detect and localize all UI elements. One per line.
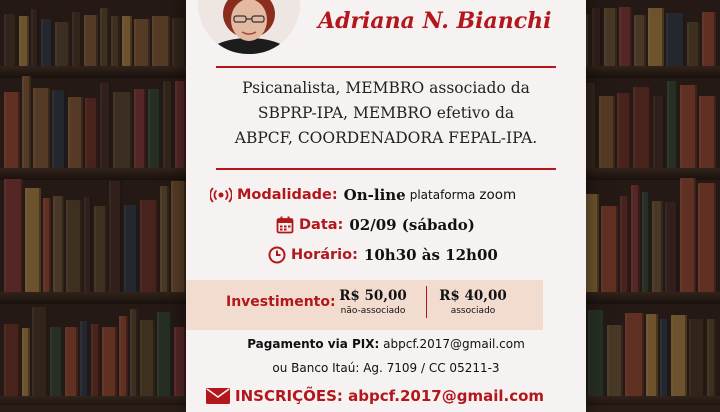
zoom-logo: zoom xyxy=(479,187,517,203)
speaker-photo xyxy=(198,0,300,54)
price-note: associado xyxy=(450,306,496,316)
data-label: Data: xyxy=(299,217,344,233)
modalidade-platform: plataforma xyxy=(409,188,476,202)
pix-label: Pagamento via PIX: xyxy=(247,337,380,351)
inscricoes-text: INSCRIÇÕES: abpcf.2017@gmail.com xyxy=(235,387,545,405)
envelope-icon xyxy=(206,388,230,404)
price-associado xyxy=(438,288,508,316)
bookshelf-left xyxy=(0,0,190,405)
bio-line: ABPCF, COORDENADORA FEPAL-IPA. xyxy=(234,129,538,147)
horario-label: Horário: xyxy=(291,247,358,263)
price-note: não-associado xyxy=(340,306,406,316)
speaker-name: Adriana N. Bianchi xyxy=(318,8,552,34)
bio-line: SBPRP-IPA, MEMBRO efetivo da xyxy=(257,104,515,122)
divider-bottom xyxy=(216,168,556,170)
pix-line xyxy=(186,337,586,351)
price-nao-associado xyxy=(338,288,408,316)
calendar-icon xyxy=(276,216,294,234)
modalidade-row xyxy=(210,186,516,204)
modalidade-value: On-line xyxy=(343,186,406,204)
price-amount: R$ 40,00 xyxy=(439,288,507,304)
clock-icon xyxy=(268,246,286,264)
bank-line: ou Banco Itaú: Ag. 7109 / CC 05211-3 xyxy=(272,361,500,375)
price-amount: R$ 50,00 xyxy=(339,288,407,304)
divider-top xyxy=(216,66,556,68)
horario-value: 10h30 às 12h00 xyxy=(363,246,498,264)
horario-row xyxy=(268,246,498,264)
speaker-bio xyxy=(206,76,566,151)
investimento-box xyxy=(186,280,543,330)
inscricoes-line[interactable] xyxy=(206,387,544,405)
event-flyer-card xyxy=(186,0,586,412)
investimento-label: Investimento: xyxy=(226,294,336,310)
data-value: 02/09 (sábado) xyxy=(349,216,475,234)
broadcast-icon xyxy=(210,187,232,203)
price-divider xyxy=(426,286,427,318)
data-row xyxy=(276,216,475,234)
modalidade-label: Modalidade: xyxy=(237,187,338,203)
bio-line: Psicanalista, MEMBRO associado da xyxy=(242,79,530,97)
pix-email[interactable]: abpcf.2017@gmail.com xyxy=(383,337,525,351)
